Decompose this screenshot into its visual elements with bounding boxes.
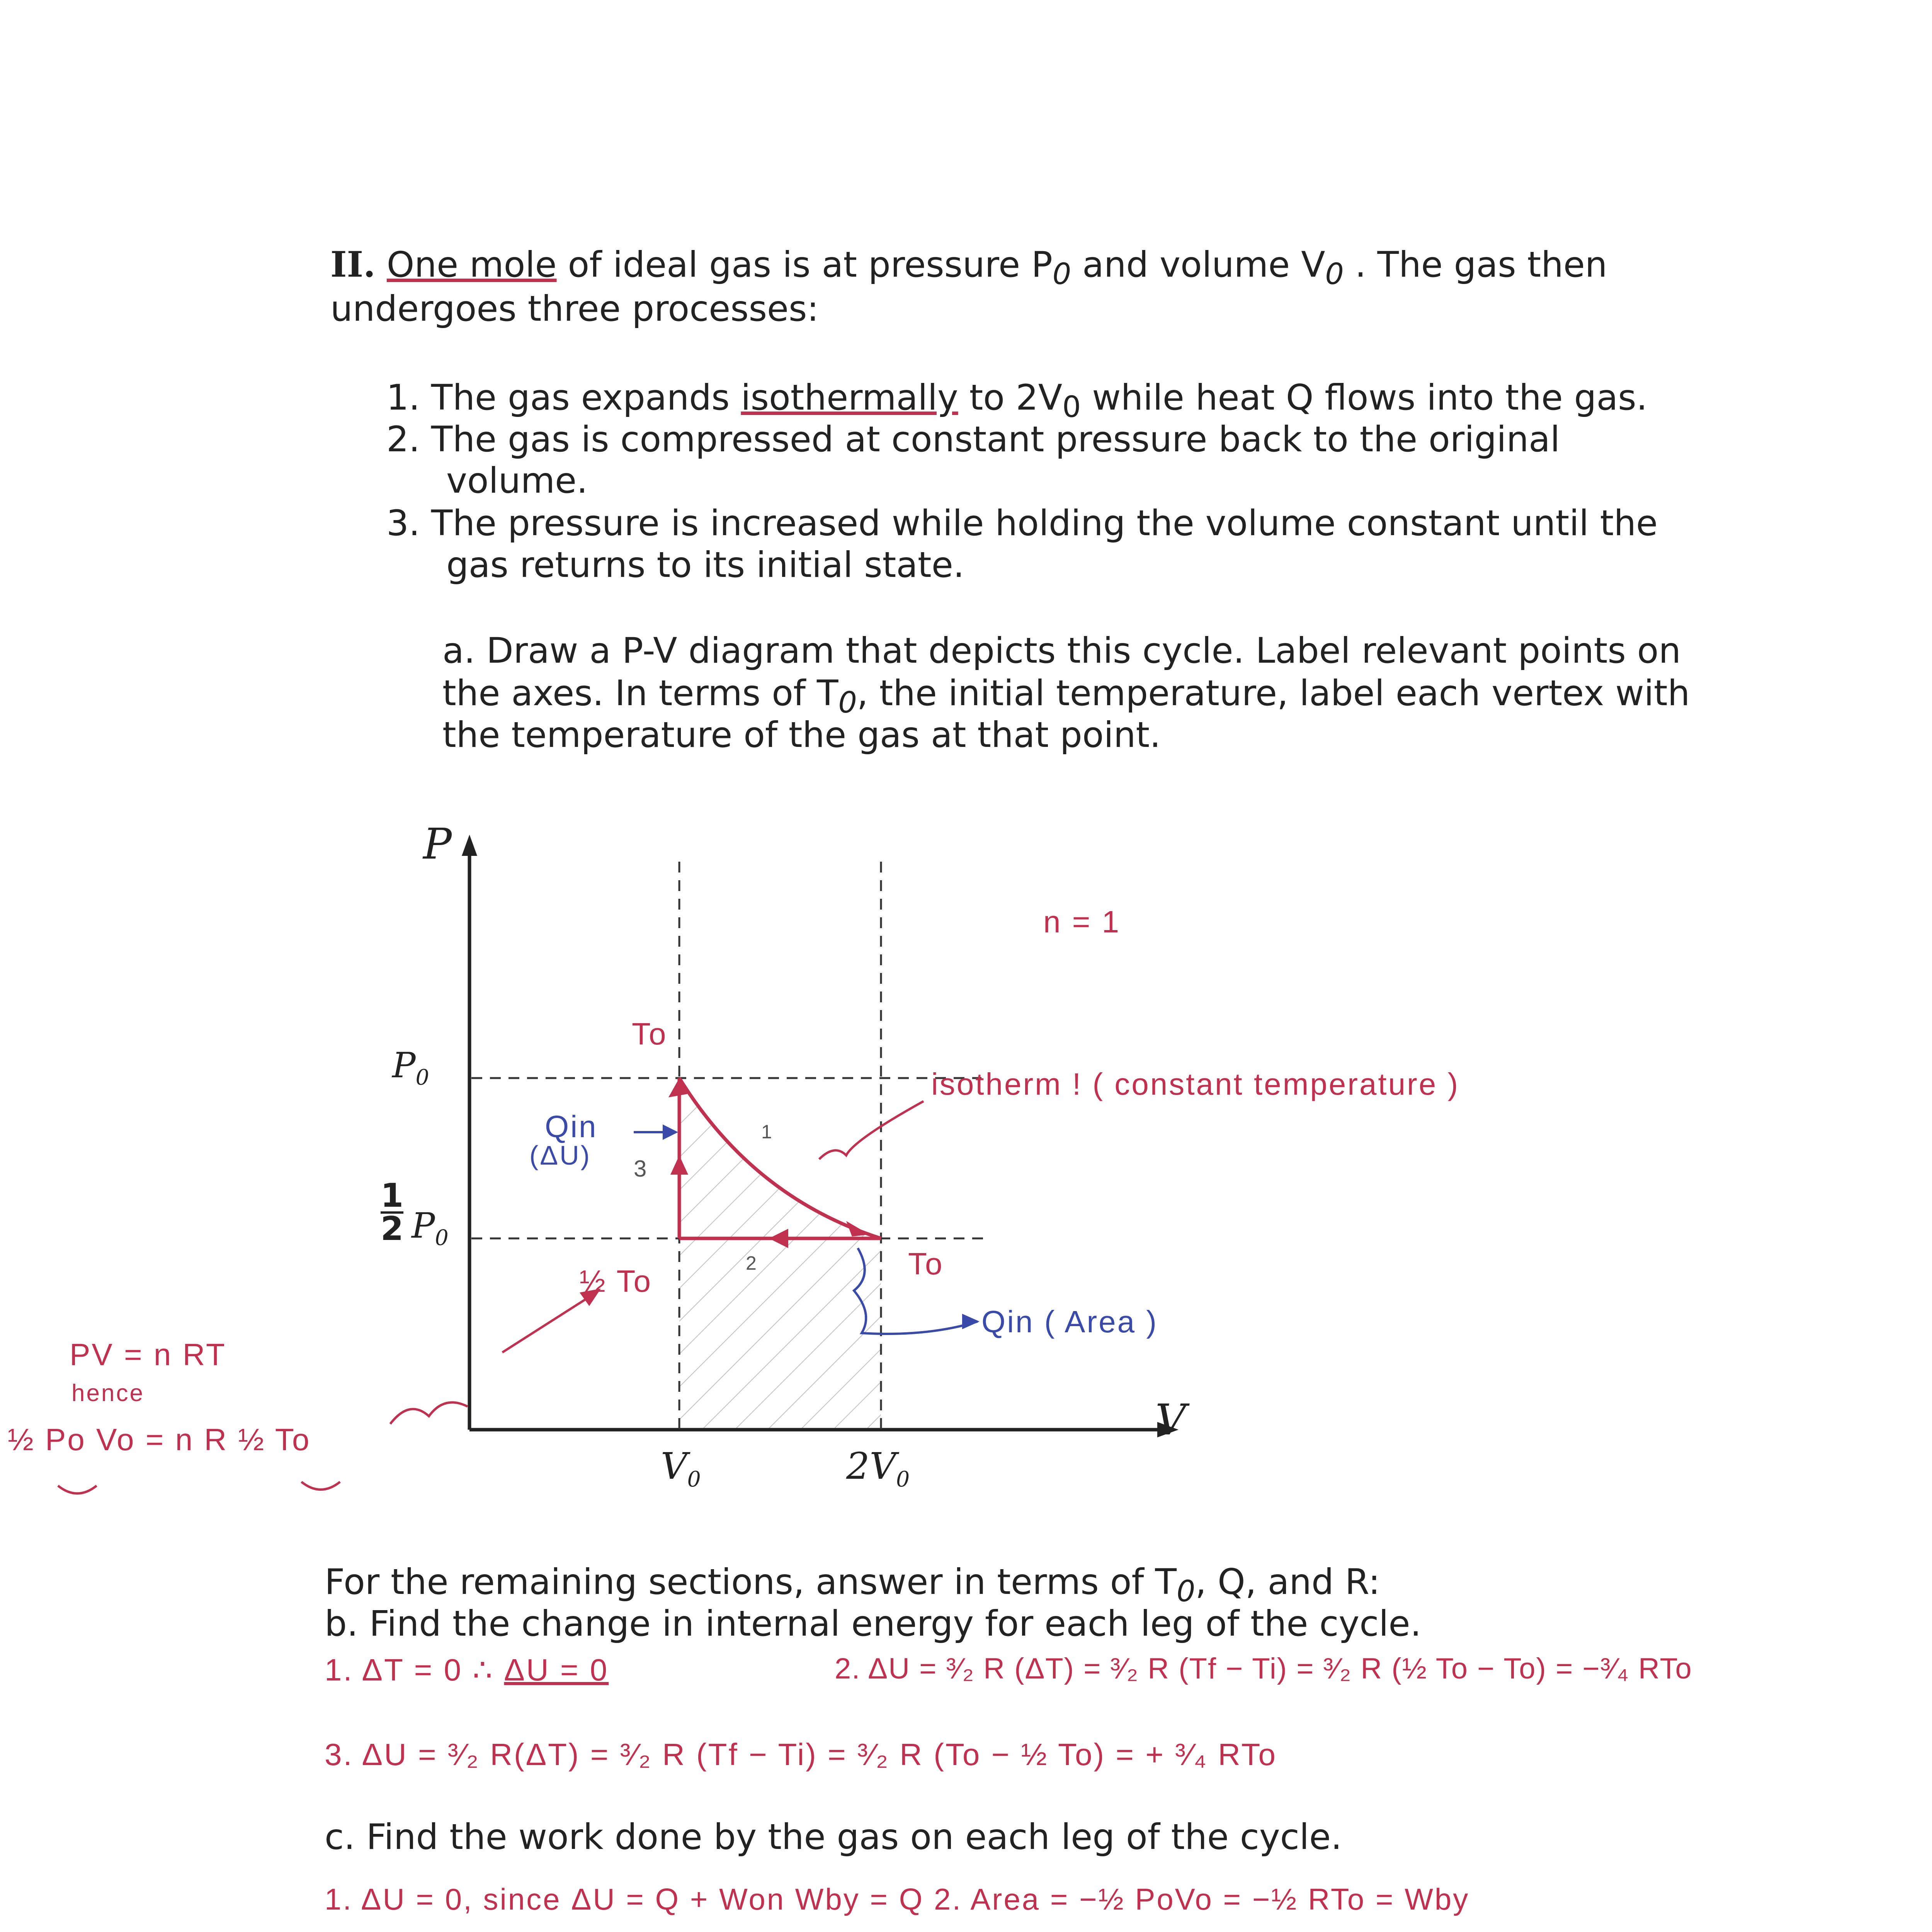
problem-intro-line2: undergoes three processes: xyxy=(330,289,819,329)
qin-du-label: Qin xyxy=(545,1109,598,1144)
sub-0: 0 xyxy=(1325,257,1344,291)
n-equals-one: n = 1 xyxy=(1043,905,1121,939)
isotherm-pointer xyxy=(819,1101,923,1159)
qin-du-label-sub: (ΔU) xyxy=(529,1140,591,1170)
sections-intro-text: , Q, and R: xyxy=(1195,1562,1380,1602)
equation-pointer xyxy=(390,1402,468,1424)
process-text: while heat Q flows into the gas. xyxy=(1081,378,1648,418)
fraction-denominator: 2 xyxy=(381,1210,404,1248)
sub-0: 0 xyxy=(1176,1574,1196,1609)
p0-label xyxy=(392,1045,429,1090)
equation-brace-right xyxy=(301,1482,340,1490)
hence-label: hence xyxy=(71,1380,145,1406)
answer-b-2: 2. ΔU = ³⁄₂ R (ΔT) = ³⁄₂ R (Tf − Ti) = ³⁄₂ R (½ To − To) = −³⁄₄ RTo xyxy=(835,1652,1692,1685)
process-text: The gas expands xyxy=(431,378,741,418)
process-underlined: isothermally xyxy=(741,378,958,418)
qin-area-label: Qin ( Area ) xyxy=(981,1304,1158,1339)
v0-label xyxy=(661,1445,701,1492)
v-axis-label: V xyxy=(1155,1395,1186,1444)
answer-b-1-text: 1. ΔT = 0 ∴ xyxy=(325,1653,504,1687)
sub-0: 0 xyxy=(1052,257,1071,291)
p-axis-arrow xyxy=(462,835,477,856)
half-equation: ½ Po Vo = n R ½ To xyxy=(8,1422,311,1457)
fraction-numerator: 1 xyxy=(381,1177,404,1215)
half-fraction xyxy=(381,1177,404,1248)
vertex-temp-right: To xyxy=(908,1247,944,1281)
part-a-text: the axes. In terms of T xyxy=(442,673,838,714)
vertex-temp-top: To xyxy=(632,1017,668,1051)
isotherm-note: isotherm ! ( constant temperature ) xyxy=(931,1067,1460,1101)
answer-b-3: 3. ΔU = ³⁄₂ R(ΔT) = ³⁄₂ R (Tf − Ti) = ³⁄₂ R (To − ½ To) = + ³⁄₄ RTo xyxy=(325,1737,1277,1772)
leg-2-label: 2 xyxy=(746,1252,758,1274)
answer-b-1 xyxy=(325,1652,609,1688)
two-v0-text: 2V xyxy=(846,1445,896,1488)
problem-number: II. xyxy=(330,244,376,285)
process-2-cont: volume. xyxy=(446,461,588,501)
problem-intro-underlined: One mole xyxy=(386,245,557,285)
question-b: b. Find the change in internal energy for each leg of the cycle. xyxy=(325,1604,1422,1644)
vertex-temp-half: ½ To xyxy=(580,1264,652,1298)
sub-0: 0 xyxy=(838,685,857,720)
work-area-hatch xyxy=(679,1078,881,1430)
intro-text-2: and volume V xyxy=(1071,245,1325,285)
process-number: 1. xyxy=(386,378,420,418)
answer-c-1: 1. ΔU = 0, since ΔU = Q + Won Wby = Q 2. Area = −½ PoVo = −½ RTo = Wby xyxy=(325,1882,1470,1916)
sub-0: 0 xyxy=(415,1065,429,1090)
process-number: 2. xyxy=(386,419,420,460)
half-t0-pointer xyxy=(502,1294,593,1352)
intro-text-1: of ideal gas is at pressure P xyxy=(556,245,1053,285)
sub-0: 0 xyxy=(687,1467,701,1492)
sections-intro-text: For the remaining sections, answer in terms of T xyxy=(325,1562,1177,1602)
pv-nrt: PV = n RT xyxy=(70,1337,226,1372)
part-a-line3: the temperature of the gas at that point. xyxy=(442,715,1161,755)
leg-1-label: 1 xyxy=(761,1121,774,1143)
question-c: c. Find the work done by the gas on each leg of the cycle. xyxy=(325,1817,1342,1857)
process-text: The pressure is increased while holding the volume constant until the xyxy=(431,503,1658,544)
intro-text-3: . The gas then xyxy=(1344,245,1607,285)
p0-letter: P xyxy=(392,1045,416,1086)
part-a-text: , the initial temperature, label each vertex with xyxy=(857,673,1690,714)
process-number: 3. xyxy=(386,503,420,544)
process-text: The gas is compressed at constant pressure back to the original xyxy=(431,419,1560,460)
process-3-cont: gas returns to its initial state. xyxy=(446,545,964,585)
answer-b-1-result: ΔU = 0 xyxy=(504,1653,609,1687)
qin-du-arrowhead xyxy=(663,1124,678,1140)
p-axis-label: P xyxy=(423,819,452,869)
part-a-line1: a. Draw a P-V diagram that depicts this cycle. Label relevant points on xyxy=(442,631,1681,671)
leg-3-label: 3 xyxy=(634,1156,648,1182)
v0-letter: V xyxy=(661,1445,687,1488)
two-v0-label xyxy=(846,1445,910,1492)
sub-0: 0 xyxy=(435,1225,449,1250)
equation-brace-left xyxy=(58,1486,97,1493)
qin-area-arrowhead xyxy=(962,1314,980,1329)
half-p0-label xyxy=(412,1206,449,1250)
p0-letter: P xyxy=(412,1206,435,1246)
sub-0: 0 xyxy=(896,1467,910,1492)
process-text: to 2V xyxy=(958,378,1063,418)
sub-0: 0 xyxy=(1062,390,1081,424)
